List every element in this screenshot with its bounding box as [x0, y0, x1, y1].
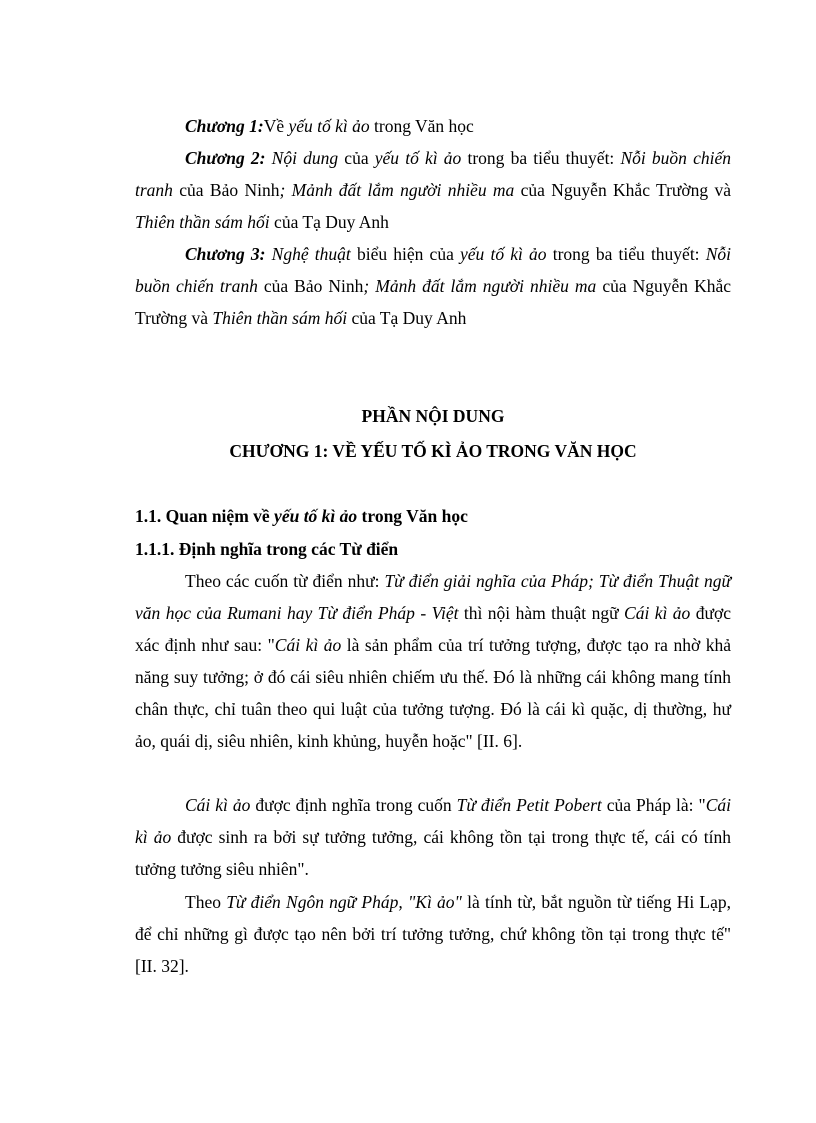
book-title: Nỗi buồn chiến tranh	[135, 148, 731, 200]
part-heading: PHẦN NỘI DUNG	[361, 406, 505, 426]
text: của Bảo Ninh	[257, 276, 364, 296]
text: của Nguyễn Khắc Trường và	[514, 180, 731, 200]
chapter-2-label: Chương 2:	[185, 148, 266, 168]
text: được định nghĩa trong cuốn	[250, 795, 457, 815]
text: của Bảo Ninh	[172, 180, 280, 200]
chapter-3-label: Chương 3:	[185, 244, 266, 264]
term: Cái kì ảo	[624, 603, 691, 623]
text: là sản phẩm của trí tưởng tượng, được tạo ra nhờ khả năng suy tưởng; ở đó cái siêu nhiên chiếm ưu thế. Đó là những cái không mang tính chân thực, chỉ tuân theo qui luật của tưởng tượng. Đó là cái kì quặc, dị thường, hư ảo, quái dị, siêu nhiên, kinh khủng, huyễn hoặc" [II. 6].	[135, 635, 731, 751]
text: là tính từ, bắt nguồn từ tiếng Hi Lạp, để chỉ những gì được tạo nên bởi trí tưởng tưởng, chứ không tồn tại trong thực tế" [II. 32].	[135, 892, 731, 976]
section-1-1-1-heading: 1.1.1. Định nghĩa trong các Từ điển	[135, 539, 399, 559]
chapter-1-label: Chương 1:	[185, 116, 264, 136]
chapter-3-summary	[135, 238, 731, 334]
term: yếu tố kì ảo	[460, 244, 547, 264]
text: được xác định như sau: "	[135, 603, 731, 655]
term: Nội dung	[265, 148, 339, 168]
term: Cái kì ảo	[274, 635, 342, 655]
text: trong Văn học	[357, 506, 468, 526]
book-title: Nỗi buồn chiến tranh	[135, 244, 732, 296]
term: yếu tố kì ảo	[374, 148, 462, 168]
term: Cái kì ảo	[135, 795, 731, 847]
text: Về	[263, 116, 289, 136]
text: trong ba tiểu thuyết:	[546, 244, 706, 264]
book-title: Thiên thần sám hối	[135, 212, 270, 232]
text: 1.1. Quan niệm về	[135, 506, 275, 526]
text: trong ba tiểu thuyết:	[461, 148, 621, 168]
term: Cái kì ảo	[185, 795, 251, 815]
book-title: ; Mảnh đất lắm người nhiều ma	[279, 180, 515, 200]
text: được sinh ra bởi sự tưởng tưởng, cái không tồn tại trong thực tế, cái có tính tưởng tưởng siêu nhiên".	[135, 827, 731, 879]
text: của	[338, 148, 375, 168]
chapter-heading: CHƯƠNG 1: VỀ YẾU TỐ KÌ ẢO TRONG VĂN HỌC	[229, 441, 637, 461]
chapter-1-summary	[135, 110, 731, 142]
term: yếu tố kì ảo	[288, 116, 370, 136]
term: Nghệ thuật	[265, 244, 351, 264]
paragraph-french-language-dictionary	[135, 886, 731, 982]
text: của Pháp là: "	[601, 795, 706, 815]
text: biểu hiện của	[350, 244, 461, 264]
chapter-2-summary	[135, 142, 731, 238]
section-1-1-heading	[135, 500, 731, 532]
text: của Tạ Duy Anh	[269, 212, 389, 232]
book-title: ; Mảnh đất lắm người nhiều ma	[363, 276, 597, 296]
book-title: Thiên thần sám hối	[212, 308, 348, 328]
term: yếu tố kì ảo	[274, 506, 358, 526]
book-title: Từ điển giải nghĩa của Pháp; Từ điển Thuật ngữ văn học của Rumani hay Từ điển Pháp - Việt	[135, 571, 731, 623]
text: của Nguyễn Khắc Trường và	[135, 276, 731, 328]
text: trong Văn học	[369, 116, 474, 136]
text: Theo	[185, 892, 227, 912]
text: của Tạ Duy Anh	[347, 308, 467, 328]
text: thì nội hàm thuật ngữ	[458, 603, 625, 623]
text: Theo các cuốn từ điển như:	[185, 571, 385, 591]
book-title: Từ điển Ngôn ngữ Pháp, "Kì ảo"	[226, 892, 462, 912]
book-title: Từ điển Petit Pobert	[456, 795, 602, 815]
paragraph-petit-robert	[135, 789, 731, 885]
paragraph-dictionary-definitions	[135, 565, 731, 757]
